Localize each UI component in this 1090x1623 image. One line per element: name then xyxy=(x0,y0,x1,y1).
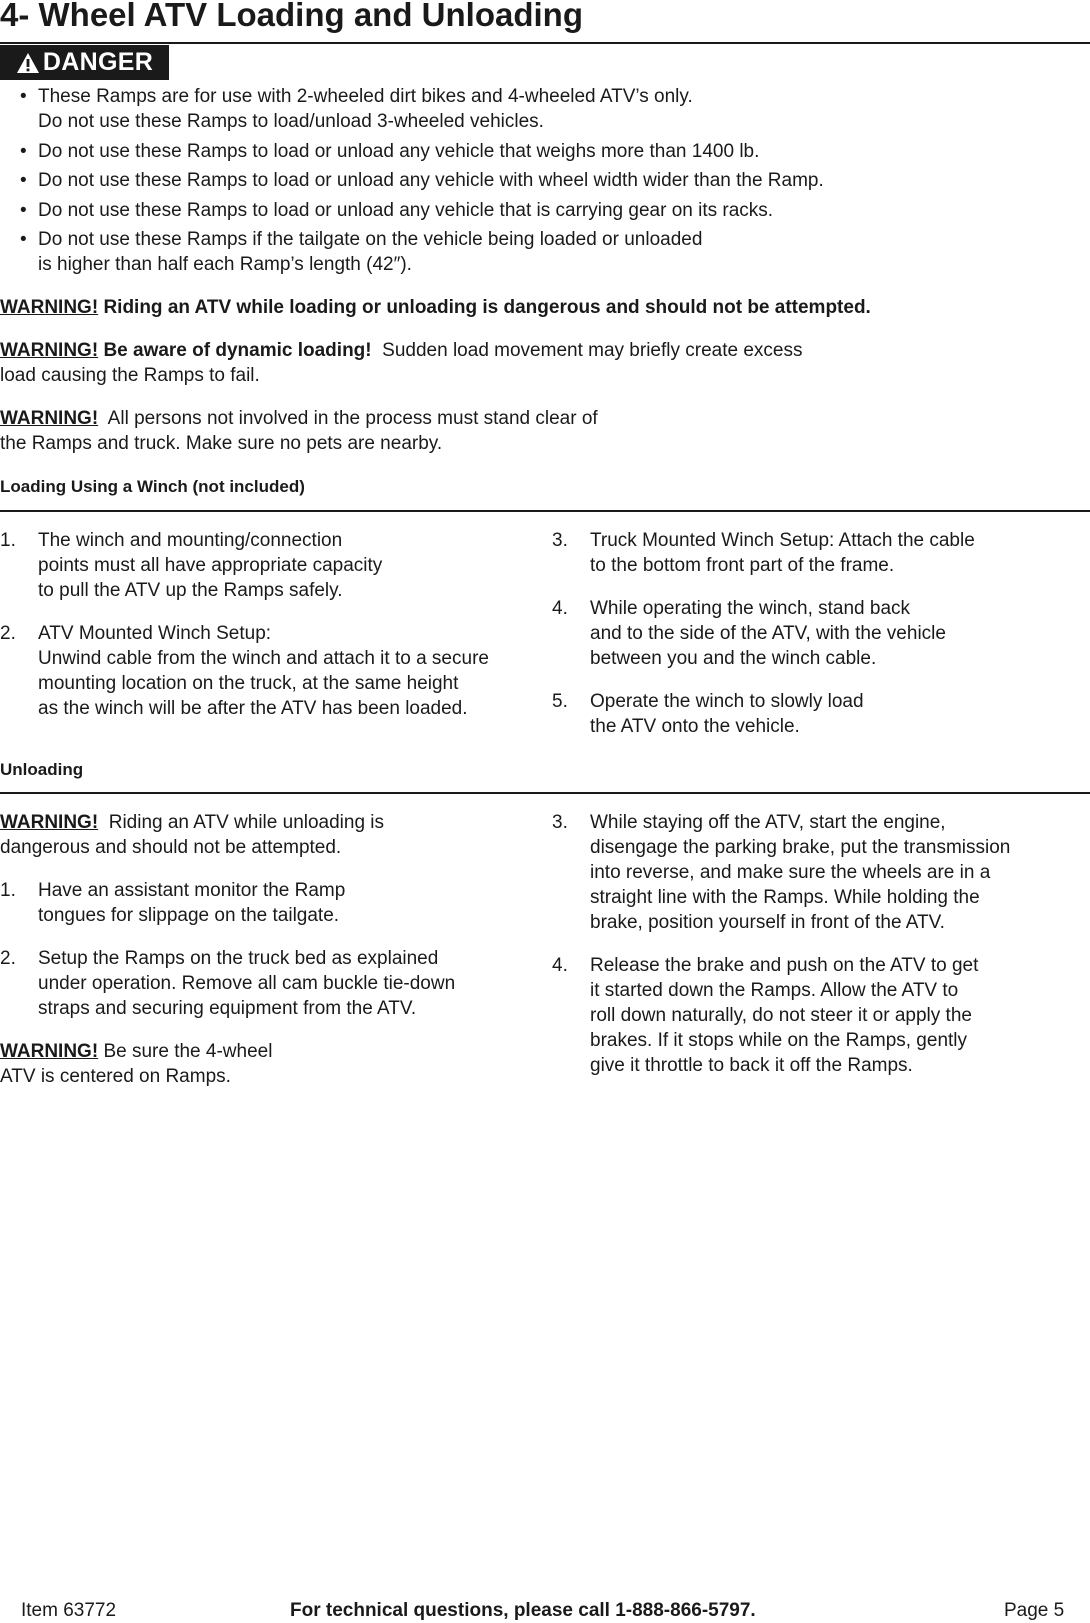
unloading-heading: Unloading xyxy=(0,760,84,779)
footer-page-number: Page 5 xyxy=(1004,1600,1065,1621)
unloading-step-4-line-1: Release the brake and push on the ATV to get xyxy=(590,955,979,976)
step-number: 4. xyxy=(552,955,568,976)
warning-label: WARNING! xyxy=(0,408,99,429)
loading-heading: Loading Using a Winch (not included) xyxy=(0,477,305,496)
footer-item-number: Item 63772 xyxy=(21,1600,117,1621)
loading-step-3-line-1: Truck Mounted Winch Setup: Attach the cable xyxy=(590,530,975,551)
danger-bullet-4: Do not use these Ramps to load or unload any vehicle that is carrying gear on its racks. xyxy=(38,200,774,221)
bullet-marker: • xyxy=(20,170,27,191)
warning-label: WARNING! xyxy=(0,1041,99,1062)
warning-text-line-1: Riding an ATV while unloading is xyxy=(108,812,385,833)
warning-label: WARNING! xyxy=(0,812,99,833)
warning-riding xyxy=(0,295,871,320)
unloading-left-column xyxy=(0,810,540,1100)
step-number: 1. xyxy=(0,880,16,901)
loading-step-2-line-3: mounting location on the truck, at the same height xyxy=(38,673,459,694)
step-number: 5. xyxy=(552,691,568,712)
page-title: 4- Wheel ATV Loading and Unloading xyxy=(0,0,583,33)
unloading-step-2-line-3: straps and securing equipment from the ATV. xyxy=(38,998,417,1019)
loading-step-2-line-4: as the winch will be after the ATV has been loaded. xyxy=(38,698,468,719)
loading-step-1-line-3: to pull the ATV up the Ramps safely. xyxy=(38,580,343,601)
unloading-step-3-line-1: While staying off the ATV, start the engine, xyxy=(590,812,946,833)
unloading-step-3-line-5: brake, position yourself in front of the ATV. xyxy=(590,912,945,933)
unloading-rule xyxy=(0,792,1090,794)
loading-step-2-line-2: Unwind cable from the winch and attach it to a secure xyxy=(38,648,489,669)
loading-step-5-line-2: the ATV onto the vehicle. xyxy=(590,716,800,737)
warning-label: WARNING! xyxy=(0,340,99,361)
loading-step-4-line-1: While operating the winch, stand back xyxy=(590,598,911,619)
danger-bullet-2: Do not use these Ramps to load or unload any vehicle that weighs more than 1400 lb. xyxy=(38,141,760,162)
step-number: 3. xyxy=(552,812,568,833)
warning-stand-clear xyxy=(0,406,598,456)
danger-bullet-1-line-2: Do not use these Ramps to load/unload 3-wheeled vehicles. xyxy=(38,111,544,132)
warning-text-line-2: the Ramps and truck. Make sure no pets are nearby. xyxy=(0,433,443,454)
unloading-step-3-line-3: into reverse, and make sure the wheels are in a xyxy=(590,862,991,883)
loading-step-3-line-2: to the bottom front part of the frame. xyxy=(590,555,895,576)
unloading-step-2-line-1: Setup the Ramps on the truck bed as explained xyxy=(38,948,439,969)
danger-bullet-1-line-1: These Ramps are for use with 2-wheeled dirt bikes and 4-wheeled ATV’s only. xyxy=(38,86,693,107)
loading-step-2-line-1: ATV Mounted Winch Setup: xyxy=(38,623,272,644)
warning-text-line-2: dangerous and should not be attempted. xyxy=(0,837,342,858)
danger-bullet-5-line-1: Do not use these Ramps if the tailgate on the vehicle being loaded or unloaded xyxy=(38,229,703,250)
bullet-marker: • xyxy=(20,200,27,221)
warning-bold-text: Be aware of dynamic loading! xyxy=(103,340,372,361)
unloading-step-4-line-5: give it throttle to back it off the Ramps. xyxy=(590,1055,913,1076)
warning-text-line-1: All persons not involved in the process must stand clear of xyxy=(107,408,598,429)
unloading-right-column xyxy=(552,810,1072,1076)
unloading-step-3-line-4: straight line with the Ramps. While holding the xyxy=(590,887,980,908)
unloading-step-1-line-1: Have an assistant monitor the Ramp xyxy=(38,880,346,901)
title-rule xyxy=(0,42,1090,44)
loading-step-4-line-2: and to the side of the ATV, with the vehicle xyxy=(590,623,946,644)
loading-rule xyxy=(0,510,1090,512)
danger-label: DANGER xyxy=(42,48,154,76)
warning-text-line-1: Sudden load movement may briefly create excess xyxy=(382,340,803,361)
bullet-marker: • xyxy=(20,86,27,107)
step-number: 2. xyxy=(0,623,16,644)
loading-step-1-line-2: points must all have appropriate capacity xyxy=(38,555,383,576)
danger-bullet-5-line-2: is higher than half each Ramp’s length (42″). xyxy=(38,254,412,275)
warning-label: WARNING! xyxy=(0,297,99,318)
warning-text-line-2: ATV is centered on Ramps. xyxy=(0,1066,231,1087)
loading-step-4-line-3: between you and the winch cable. xyxy=(590,648,877,669)
unloading-step-2-line-2: under operation. Remove all cam buckle tie-down xyxy=(38,973,456,994)
warning-triangle-icon xyxy=(16,52,40,74)
loading-step-5-line-1: Operate the winch to slowly load xyxy=(590,691,864,712)
loading-right-column xyxy=(552,528,1072,758)
step-number: 1. xyxy=(0,530,16,551)
unloading-step-4-line-4: brakes. If it stops while on the Ramps, gently xyxy=(590,1030,968,1051)
step-number: 2. xyxy=(0,948,16,969)
loading-step-1-line-1: The winch and mounting/connection xyxy=(38,530,343,551)
danger-bullet-3: Do not use these Ramps to load or unload any vehicle with wheel width wider than the Ramp. xyxy=(38,170,824,191)
loading-left-column xyxy=(0,528,540,728)
unloading-warning-a xyxy=(0,810,384,835)
step-number: 3. xyxy=(552,530,568,551)
danger-badge xyxy=(0,45,169,80)
warning-text: Riding an ATV while loading or unloading is dangerous and should not be attempted. xyxy=(103,297,871,318)
unloading-step-3-line-2: disengage the parking brake, put the transmission xyxy=(590,837,1011,858)
warning-text-line-2: load causing the Ramps to fail. xyxy=(0,365,260,386)
step-number: 4. xyxy=(552,598,568,619)
unloading-warning-b xyxy=(0,1039,272,1064)
warning-dynamic-loading xyxy=(0,338,803,388)
bullet-marker: • xyxy=(20,229,27,250)
unloading-step-4-line-2: it started down the Ramps. Allow the ATV to xyxy=(590,980,959,1001)
unloading-step-4-line-3: roll down naturally, do not steer it or apply the xyxy=(590,1005,972,1026)
unloading-step-1-line-2: tongues for slippage on the tailgate. xyxy=(38,905,340,926)
warning-text-line-1: Be sure the 4-wheel xyxy=(103,1041,273,1062)
footer-contact: For technical questions, please call 1-888-866-5797. xyxy=(290,1600,756,1621)
bullet-marker: • xyxy=(20,141,27,162)
danger-bullet-list xyxy=(0,84,1090,274)
